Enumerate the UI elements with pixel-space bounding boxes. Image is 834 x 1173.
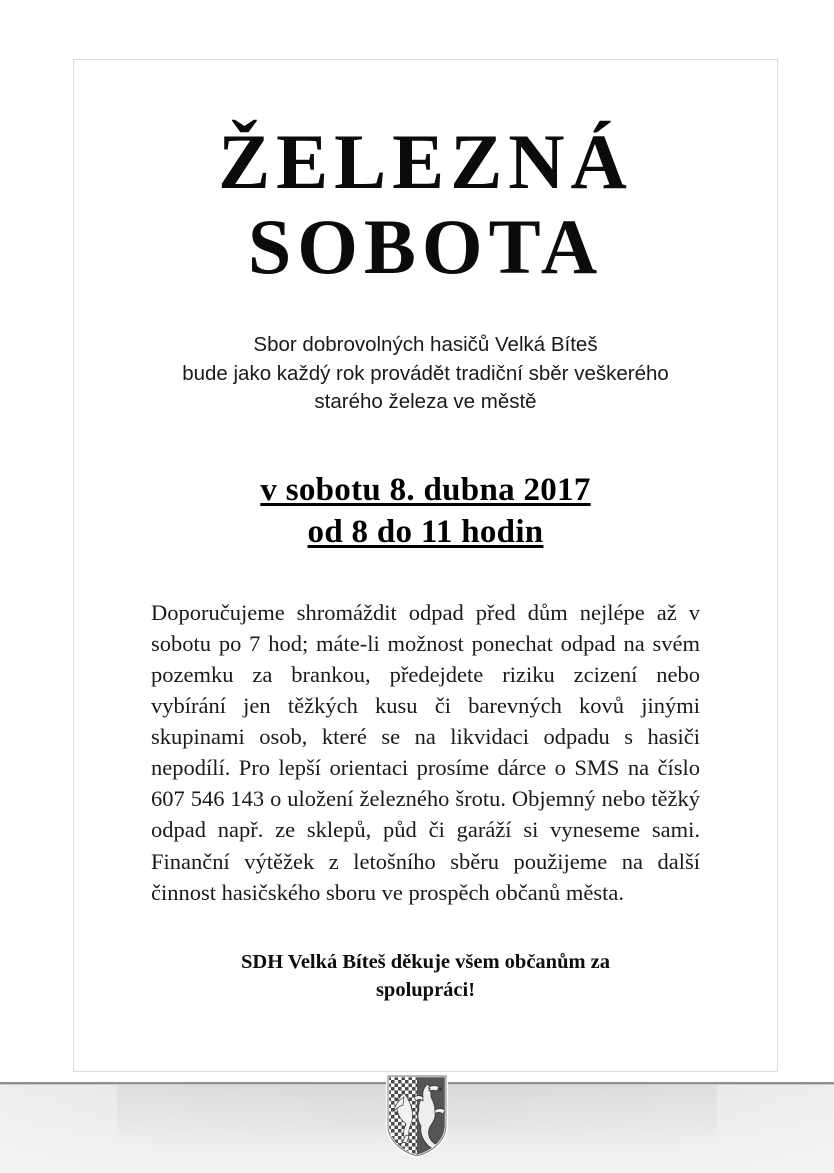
subtitle-line-1: Sbor dobrovolných hasičů Velká Bíteš — [253, 333, 598, 357]
subtitle-line-2: bude jako každý rok provádět tradiční sběr veškerého — [182, 361, 669, 385]
date-block — [80, 416, 771, 553]
date-line-2 — [80, 511, 771, 553]
date-line-2-underline: od 8 do 11 hodin — [307, 513, 544, 550]
body-paragraph: Doporučujeme shromáždit odpad před dům nejlépe až v sobotu po 7 hod; máte-li možnost ponechat odpad na svém pozemku za brankou, předejdete riziku zcizení nebo vybírání jen těžkých kusu či barevných kovů jinými skupinami osob, které se na likvidaci odpadu s hasiči nepodílí. Pro lepší orientaci prosíme dárce o SMS na číslo 607 546 143 o uložení železného šrotu. Objemný nebo těžký odpad např. ze sklepů, půd či garáží si vyneseme sami. Finanční výtěžek z letošního sběru použijeme na další činnost hasičského sboru ve prospěch občanů města. — [151, 600, 700, 905]
closing-line-2: spolupráci! — [375, 978, 476, 1001]
page-title — [80, 60, 771, 291]
date-line-1-underline: v sobotu 8. dubna 2017 — [260, 471, 591, 508]
headline-line-2: SOBOTA — [247, 203, 604, 291]
subtitle-block — [80, 285, 771, 415]
headline-line-1: ŽELEZNÁ — [218, 118, 633, 205]
poster-frame — [73, 59, 778, 1072]
poster-content — [74, 60, 777, 1071]
subtitle-line-3: starého železa ve městě — [314, 389, 537, 413]
closing-block — [191, 908, 661, 1005]
closing-line-1: SDH Velká Bíteš děkuje všem občanům za — [240, 950, 611, 973]
date-line-1 — [80, 469, 771, 511]
coat-of-arms-icon — [384, 1073, 450, 1159]
